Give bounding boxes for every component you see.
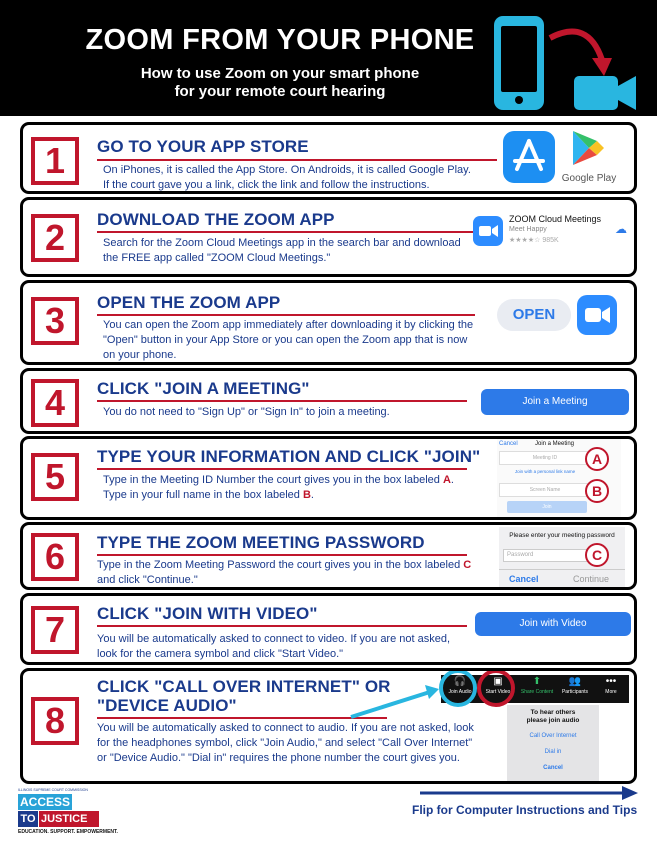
open-button[interactable]: OPEN [497,299,571,331]
step-number: 7 [31,606,79,654]
step-3 [20,280,637,365]
step-title: DOWNLOAD THE ZOOM APP [97,210,335,229]
audio-dialog [507,705,599,781]
step-number: 6 [31,533,79,581]
join-a-meeting-button[interactable]: Join a Meeting [481,389,629,415]
step-number: 3 [31,297,79,345]
step-title: CLICK "JOIN WITH VIDEO" [97,604,318,623]
title-underline [97,625,467,627]
app-subtitle: Meet Happy [509,226,547,233]
label-a-marker: A [585,447,609,471]
label-b-marker: B [585,479,609,503]
start-video-control[interactable]: ▣ Start Video [481,675,515,703]
step-description: You will be automatically asked to connect to video. If you are not asked, look for the camera symbol and click "Start Video." [97,633,451,660]
step-description: On iPhones, it is called the App Store. On Androids, it is called Google Play. If the court gave you a link, click the link and follow the instructions. [103,164,471,191]
personal-link-option[interactable]: Join with a personal link name [514,469,576,474]
step-description: Search for the Zoom Cloud Meetings app in the search bar and download the FREE app called "ZOOM Cloud Meetings." [103,237,461,264]
zoom-app-icon[interactable] [577,295,617,335]
password-input[interactable]: Password [503,549,593,562]
step-title: OPEN THE ZOOM APP [97,293,281,312]
header-banner [0,0,657,116]
step-number: 1 [31,137,79,185]
share-icon: ⬆ [532,676,542,687]
step-description: You can open the Zoom app immediately after downloading it by clicking the "Open" button in your App Store or you can open the Zoom app that is now on your phone. [103,319,474,361]
step-description: You do not need to "Sign Up" or "Sign In" to join a meeting. [103,406,390,418]
step-1 [20,122,637,194]
headphones-icon: 🎧 [453,676,467,687]
zoom-app-icon [473,216,503,246]
step-number: 8 [31,697,79,745]
continue-button[interactable]: Continue [573,574,610,584]
title-underline [97,468,467,470]
step-title: TYPE THE ZOOM MEETING PASSWORD [97,533,425,552]
call-over-internet-option[interactable]: Call Over Internet [529,733,577,739]
step-title: CLICK "JOIN A MEETING" [97,379,310,398]
dial-in-option[interactable]: Dial in [544,749,562,755]
app-name: ZOOM Cloud Meetings [509,214,602,224]
more-icon: ••• [605,676,617,687]
google-play-label: Google Play [561,173,617,184]
flip-arrow-icon [420,786,638,800]
step-number: 5 [31,453,79,501]
pointer-arrow-icon [343,677,453,721]
app-rating: ★★★★☆ 985K [509,237,559,244]
step-5 [20,436,637,520]
share-content-control[interactable]: ⬆ Share Content [520,676,554,695]
title-underline [97,231,475,233]
audio-dialog-heading: To hear others please join audio [526,709,580,724]
password-cancel-button[interactable]: Cancel [509,574,539,584]
title-underline [97,554,467,556]
step-4 [20,368,637,434]
zoom-store-listing[interactable] [471,210,635,254]
app-store-icon[interactable] [503,131,555,183]
subtitle-line-1: How to use Zoom on your smart phone [140,65,420,82]
step-title: CLICK "CALL OVER INTERNET" OR "DEVICE AUDIO" [97,677,391,715]
camera-off-icon: ▣ [493,676,503,687]
title-underline [97,400,467,402]
label-c-marker: C [585,543,609,567]
google-play-icon[interactable] [571,129,605,167]
form-heading: Join a Meeting [535,441,575,447]
more-control[interactable]: ••• More [595,675,627,703]
title-underline [97,314,475,316]
step-description: Type in the Meeting ID Number the court gives you in the box labeled A. Type in your full name in the box labeled B. [103,474,454,501]
title-underline [97,159,497,161]
join-audio-control[interactable]: 🎧 Join Audio [443,675,477,703]
password-prompt: Please enter your meeting password [509,532,615,539]
start-video-highlight [477,669,515,707]
step-title: GO TO YOUR APP STORE [97,137,309,156]
join-button[interactable]: Join [507,501,587,513]
participants-icon: 👥 [568,676,582,687]
step-8 [20,668,637,784]
step-description: Type in the Zoom Meeting Password the court gives you in the box labeled C and click "Continue." [97,559,472,586]
page-title: ZOOM FROM YOUR PHONE [85,24,475,56]
cancel-link[interactable]: Cancel [499,441,518,447]
participants-control[interactable]: 👥 Participants [557,675,593,703]
step-6 [20,522,637,590]
access-to-justice-logo: ILLINOIS SUPREME COURT COMMISSION ACCESS TO JUSTICE EDUCATION. SUPPORT. EMPOWERMENT. [18,788,118,835]
screen-name-input[interactable]: Screen Name [499,483,591,497]
flip-instructions-text: Flip for Computer Instructions and Tips [412,803,638,817]
phone-to-video-icon [490,14,650,114]
step-number: 2 [31,214,79,262]
step-2 [20,197,637,277]
meeting-id-input[interactable]: Meeting ID [499,451,591,465]
step-title: TYPE YOUR INFORMATION AND CLICK "JOIN" [97,447,481,466]
join-with-video-button[interactable]: Join with Video [475,612,631,636]
step-number: 4 [31,379,79,427]
audio-cancel-button[interactable]: Cancel [543,765,563,771]
cloud-download-icon[interactable]: ☁ [615,222,627,236]
step-description: You will be automatically asked to connect to audio. If you are not asked, look for the headphones symbol, click "Join Audio," and select "Call Over Internet" or "Device Audio." "Dial in" requires the phone number the court gives you. [97,722,474,764]
subtitle-line-2: for your remote court hearing [174,83,386,100]
page-subtitle [0,65,560,101]
step-7 [20,593,637,665]
